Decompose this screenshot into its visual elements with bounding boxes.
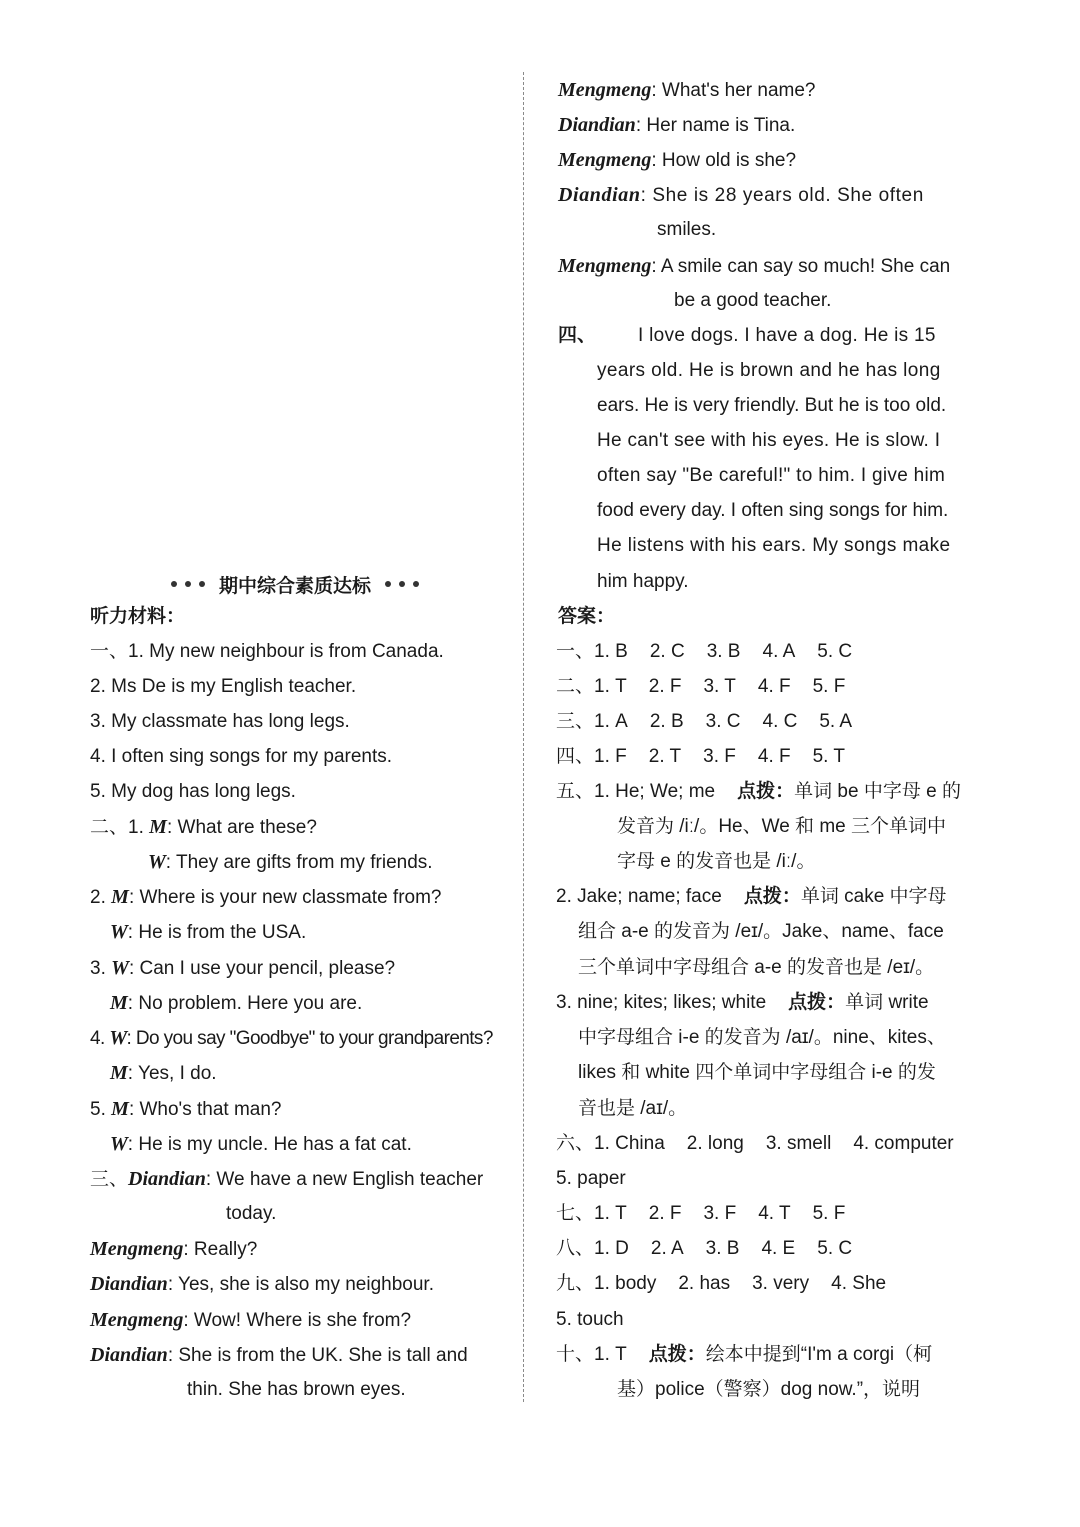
page-title: 期中综合素质达标 xyxy=(218,575,371,597)
dialogue-line: 3. W: Can I use your pencil, please? xyxy=(90,957,396,979)
answers-heading: 答案： xyxy=(558,606,616,627)
dialogue-line: Mengmeng: How old is she? xyxy=(558,149,797,171)
explanation-line: 发音为 /iː/。He、We 和 me 三个单词中 xyxy=(617,816,947,837)
section-title xyxy=(150,571,440,597)
dialogue-line: W: He is my uncle. He has a fat cat. xyxy=(110,1133,412,1155)
answer-row: 七、1. T 2. F 3. F 4. T 5. F xyxy=(556,1203,846,1224)
passage-line: I love dogs. I have a dog. He is 15 xyxy=(638,325,936,346)
dialogue-line: Mengmeng: What's her name? xyxy=(558,79,816,101)
dialogue-line: 三、Diandian: We have a new English teacher xyxy=(90,1168,484,1190)
dialogue-line: Diandian: Her name is Tina. xyxy=(558,114,796,136)
passage-line: often say "Be careful!" to him. I give him xyxy=(597,465,946,486)
dialogue-line: Mengmeng: Really? xyxy=(90,1238,258,1260)
dialogue-line: 二、1. M: What are these? xyxy=(90,816,317,838)
dialogue-line: 5. M: Who's that man? xyxy=(90,1098,282,1120)
explanation-line: likes 和 white 四个单词中字母组合 i-e 的发 xyxy=(578,1062,936,1083)
dialogue-line: Mengmeng: A smile can say so much! She can xyxy=(558,255,951,277)
passage-line: food every day. I often sing songs for him. xyxy=(597,500,949,521)
bullet-dot-icon xyxy=(199,581,205,587)
explanation-line: 中字母组合 i-e 的发音为 /aɪ/。nine、kites、 xyxy=(578,1027,946,1048)
part1-item: 3. My classmate has long legs. xyxy=(90,711,350,732)
answer-row: 5. touch xyxy=(556,1309,624,1330)
explanation-line: 组合 a-e 的发音为 /eɪ/。Jake、name、face xyxy=(578,921,944,942)
dialogue-line: 4. W: Do you say "Goodbye" to your grandparents? xyxy=(90,1027,493,1049)
answer-row: 一、1. B 2. C 3. B 4. A 5. C xyxy=(556,641,853,662)
dialogue-line: today. xyxy=(226,1203,277,1224)
listening-heading: 听力材料： xyxy=(90,606,186,627)
part1-item: 4. I often sing songs for my parents. xyxy=(90,746,393,767)
dialogue-line: be a good teacher. xyxy=(674,290,832,311)
answer-row: 2. Jake; name; face 点拨：单词 cake 中字母 xyxy=(556,886,947,907)
explanation-line: 音也是 /aɪ/。 xyxy=(578,1098,688,1119)
dialogue-line: 2. M: Where is your new classmate from? xyxy=(90,886,442,908)
dialogue-line: M: Yes, I do. xyxy=(110,1062,217,1084)
dialogue-line: Diandian: She is 28 years old. She often xyxy=(558,184,924,206)
passage-line: He listens with his ears. My songs make xyxy=(597,535,951,556)
bullet-dot-icon xyxy=(399,581,405,587)
part1-item: 一、1. My new neighbour is from Canada. xyxy=(90,641,444,662)
answer-row: 六、1. China 2. long 3. smell 4. computer xyxy=(556,1133,954,1154)
answer-row: 3. nine; kites; likes; white 点拨：单词 write xyxy=(556,992,929,1013)
answer-row: 九、1. body 2. has 3. very 4. She xyxy=(556,1273,887,1294)
part4-label: 四、 xyxy=(558,325,597,346)
dialogue-line: M: No problem. Here you are. xyxy=(110,992,363,1014)
dialogue-line: thin. She has brown eyes. xyxy=(187,1379,406,1400)
dialogue-line: smiles. xyxy=(657,219,717,240)
answer-row: 八、1. D 2. A 3. B 4. E 5. C xyxy=(556,1238,853,1259)
passage-line: He can't see with his eyes. He is slow. I xyxy=(597,430,941,451)
bullet-dot-icon xyxy=(385,581,391,587)
answer-row: 四、1. F 2. T 3. F 4. F 5. T xyxy=(556,746,845,767)
column-divider xyxy=(523,72,524,1402)
answer-row: 二、1. T 2. F 3. T 4. F 5. F xyxy=(556,676,846,697)
answer-row: 十、1. T 点拨：绘本中提到“I'm a corgi（柯 xyxy=(556,1344,933,1365)
dialogue-line: W: He is from the USA. xyxy=(110,921,307,943)
explanation-line: 基）police（警察）dog now.”，说明 xyxy=(617,1379,921,1400)
dialogue-line: Diandian: Yes, she is also my neighbour. xyxy=(90,1273,434,1295)
part1-item: 5. My dog has long legs. xyxy=(90,781,296,802)
answer-row: 5. paper xyxy=(556,1168,626,1189)
answer-row: 三、1. A 2. B 3. C 4. C 5. A xyxy=(556,711,853,732)
passage-line: ears. He is very friendly. But he is too old. xyxy=(597,395,947,416)
bullet-dot-icon xyxy=(413,581,419,587)
dialogue-line: Diandian: She is from the UK. She is tall and xyxy=(90,1344,468,1366)
bullet-dot-icon xyxy=(171,581,177,587)
explanation-line: 三个单词中字母组合 a-e 的发音也是 /eɪ/。 xyxy=(578,957,935,978)
dialogue-line: Mengmeng: Wow! Where is she from? xyxy=(90,1309,412,1331)
answer-row: 五、1. He; We; me 点拨：单词 be 中字母 e 的 xyxy=(556,781,961,802)
passage-line: him happy. xyxy=(597,571,689,592)
bullet-dot-icon xyxy=(185,581,191,587)
passage-line: years old. He is brown and he has long xyxy=(597,360,941,381)
explanation-line: 字母 e 的发音也是 /iː/。 xyxy=(617,851,816,872)
part1-item: 2. Ms De is my English teacher. xyxy=(90,676,357,697)
dialogue-line: W: They are gifts from my friends. xyxy=(148,851,433,873)
